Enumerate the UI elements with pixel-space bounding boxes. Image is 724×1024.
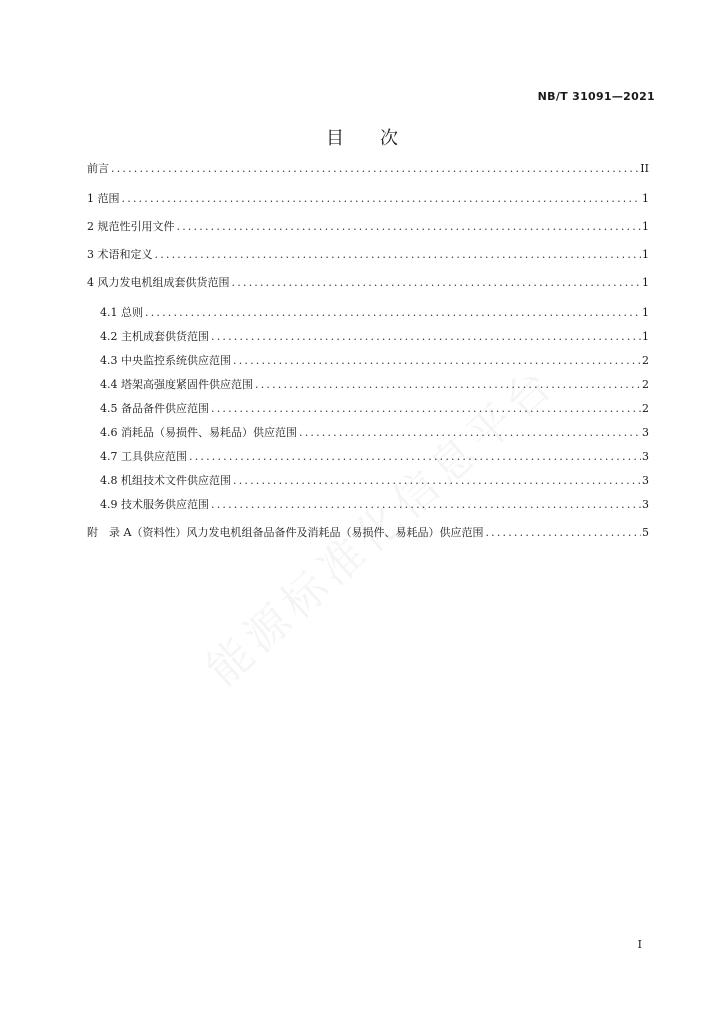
toc-entry-4-9[interactable] [100,496,649,514]
toc-entry-page: 1 [642,330,649,343]
toc-entry-4-1[interactable] [100,304,649,322]
page-title: 目次 [326,128,434,149]
toc-leader-dots [230,274,642,292]
toc-entry-4-6[interactable] [100,424,649,442]
toc-entry-4-4[interactable] [100,376,649,394]
toc-entry-page: 1 [642,248,649,261]
toc-entry-4-7[interactable] [100,448,649,466]
toc-leader-dots [175,218,642,236]
toc-entry-label: 4.1 总则 [100,306,143,319]
toc-entry-page: 1 [642,192,649,205]
toc-entry-label: 前言 [87,162,109,175]
toc-entry-label: 4.3 中央监控系统供应范围 [100,354,231,367]
toc-leader-dots [209,496,641,514]
toc-entry-label: 4 风力发电机组成套供货范围 [87,276,230,289]
toc-entry-page: 3 [642,474,649,487]
toc-entry-label: 1 范围 [87,192,120,205]
toc-entry-label: 4.7 工具供应范围 [100,450,187,463]
toc-entry-label: 4.2 主机成套供货范围 [100,330,209,343]
toc-entry-page: 5 [642,526,649,539]
toc-entry-page: 2 [642,402,649,415]
toc-entry-label: 附 录 A（资料性）风力发电机组备品备件及消耗品（易损件、易耗品）供应范围 [87,526,484,539]
toc-entry-terms-definitions[interactable] [87,246,649,264]
toc-entry-page: 2 [642,378,649,391]
toc-entry-scope[interactable] [87,190,649,208]
standard-code: NB/T 31091—2021 [537,90,655,103]
toc-entry-4-5[interactable] [100,400,649,418]
toc-entry-page: 3 [642,450,649,463]
toc-leader-dots [209,400,641,418]
toc-leader-dots [231,352,641,370]
toc-leader-dots [120,190,642,208]
toc-leader-dots [253,376,641,394]
toc-entry-page: 1 [642,220,649,233]
toc-leader-dots [483,524,641,542]
toc-leader-dots [297,424,641,442]
toc-entry-page: 1 [642,306,649,319]
toc-entry-4-8[interactable] [100,472,649,490]
toc-entry-page: 3 [642,498,649,511]
toc-entry-label: 4.8 机组技术文件供应范围 [100,474,231,487]
toc-entry-page: 2 [642,354,649,367]
toc-entry-label: 4.5 备品备件供应范围 [100,402,209,415]
toc-entry-foreword[interactable] [87,160,649,178]
toc-entry-normative-references[interactable] [87,218,649,236]
toc-entry-supply-scope[interactable] [87,274,649,292]
toc-entry-page: 3 [642,426,649,439]
toc-entry-page: 1 [642,276,649,289]
toc-entry-page: II [640,162,649,175]
toc-leader-dots [187,448,641,466]
toc-entry-label: 4.6 消耗品（易损件、易耗品）供应范围 [100,426,297,439]
toc-leader-dots [153,246,642,264]
page-number: I [637,938,642,951]
toc-entry-4-2[interactable] [100,328,649,346]
toc-leader-dots [143,304,641,322]
toc-entry-label: 4.9 技术服务供应范围 [100,498,209,511]
toc-leader-dots [209,328,641,346]
toc-entry-label: 3 术语和定义 [87,248,153,261]
toc-entry-annex-a[interactable] [87,524,649,542]
toc-leader-dots [109,160,640,178]
toc-entry-label: 2 规范性引用文件 [87,220,175,233]
toc-leader-dots [231,472,641,490]
toc-entry-4-3[interactable] [100,352,649,370]
toc-entry-label: 4.4 塔架高强度紧固件供应范围 [100,378,253,391]
